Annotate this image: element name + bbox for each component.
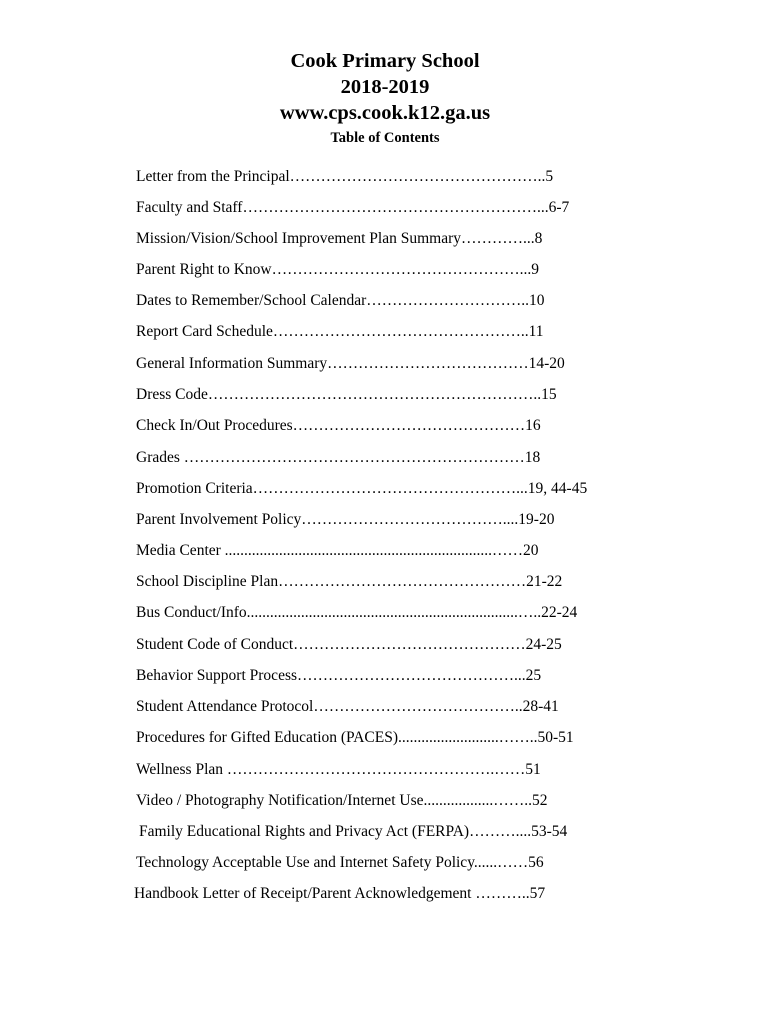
toc-entry: Dress Code………………………………………………………..15: [136, 386, 557, 403]
toc-entry: Behavior Support Process……………………………………...25: [136, 667, 542, 684]
toc-entry: Mission/Vision/School Improvement Plan Summary…………...8: [136, 230, 543, 247]
toc-entry: Bus Conduct/Info......................................................................…..22-24: [136, 604, 578, 621]
toc-entry: Media Center .....................................................................……20: [136, 542, 539, 559]
toc-entry: Technology Acceptable Use and Internet Safety Policy......……56: [136, 854, 544, 871]
toc-entry: Faculty and Staff…………………………………………………...6-7: [136, 199, 570, 216]
toc-entry: Student Code of Conduct………………………………………24-25: [136, 636, 562, 653]
toc-entry: Parent Involvement Policy…………………………………....19-20: [136, 511, 555, 528]
toc-entry: Letter from the Principal…………………………………………..5: [136, 168, 554, 185]
toc-entry: Dates to Remember/School Calendar…………………………..10: [136, 292, 545, 309]
school-name: Cook Primary School: [290, 50, 480, 72]
toc-entry: Procedures for Gifted Education (PACES)..........................……..50-51: [136, 729, 574, 746]
toc-entry: Report Card Schedule…………………………………………..11: [136, 323, 544, 340]
document-header: [0, 48, 770, 148]
toc-heading: Table of Contents: [330, 130, 440, 146]
toc-entry: Grades …………………………………………………………18: [136, 449, 541, 466]
toc-entry: Wellness Plan …………………………………………….……51: [136, 761, 541, 778]
toc-entry: Check In/Out Procedures………………………………………16: [136, 417, 541, 434]
toc-entry: Video / Photography Notification/Internet Use..................……..52: [136, 792, 548, 809]
toc-entry: Family Educational Rights and Privacy Act (FERPA)………....53-54: [139, 823, 568, 840]
toc-entry: School Discipline Plan…………………………………………21-22: [136, 573, 563, 590]
toc-entry: Student Attendance Protocol…………………………………..28-41: [136, 698, 559, 715]
toc-entry: Promotion Criteria……………………………………………...19, 44-45: [136, 480, 588, 497]
toc-entry: General Information Summary…………………………………14-20: [136, 355, 565, 372]
school-year: 2018-2019: [340, 76, 430, 98]
toc-entry: Handbook Letter of Receipt/Parent Acknowledgement ………..57: [134, 885, 546, 902]
toc-entry: Parent Right to Know…………………………………………...9: [136, 261, 539, 278]
school-website: www.cps.cook.k12.ga.us: [279, 102, 491, 124]
